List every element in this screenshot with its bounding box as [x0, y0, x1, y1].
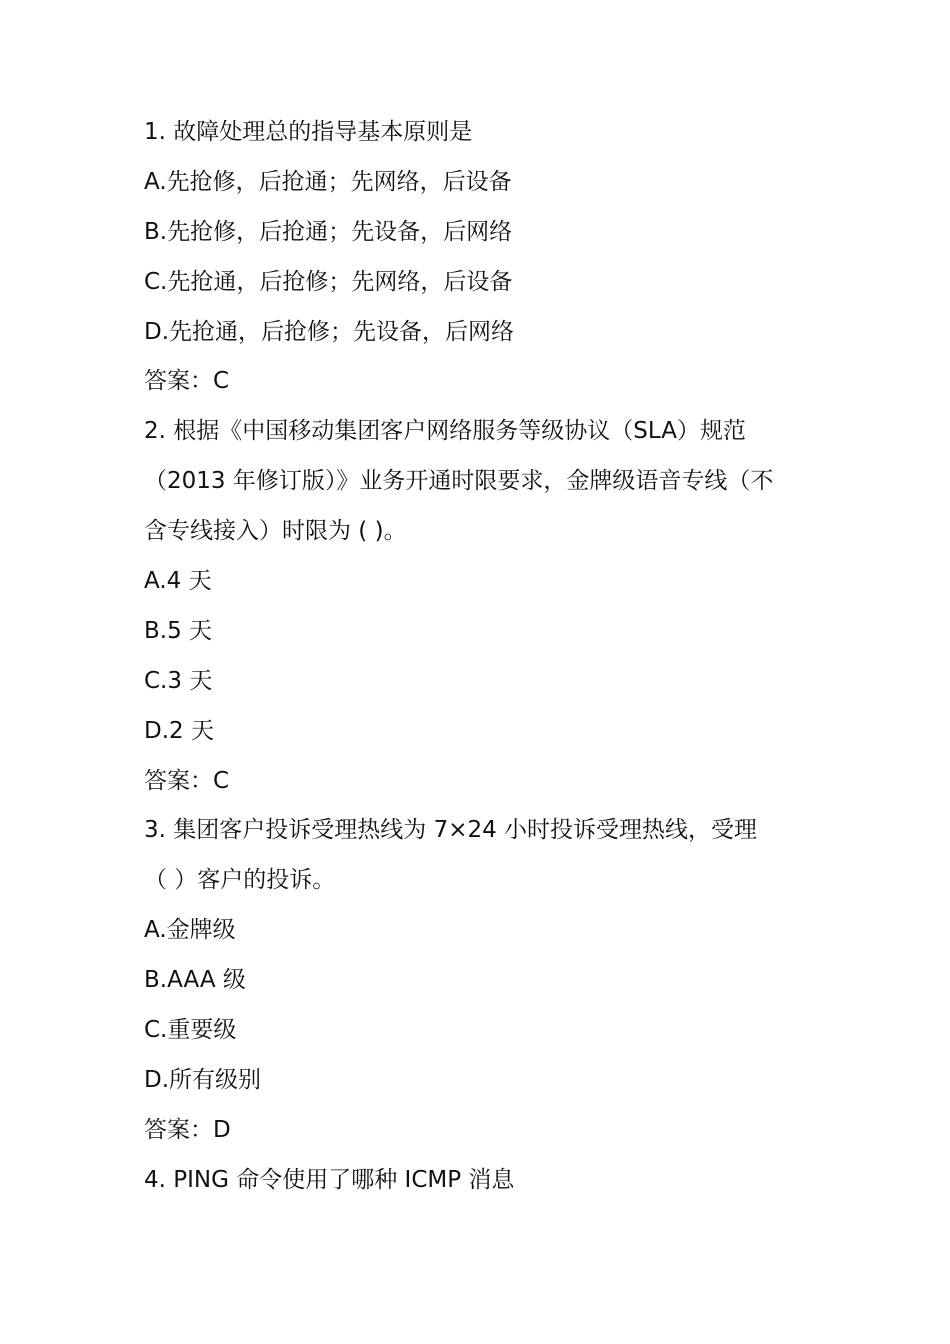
question-2-stem-line-3: 含专线接入）时限为 ( )。: [144, 518, 407, 545]
question-3-option-a: A.金牌级: [144, 917, 236, 944]
question-3: [144, 806, 814, 1155]
question-3-answer: 答案：D: [144, 1116, 231, 1143]
question-3-option-b: B.AAA 级: [144, 967, 246, 994]
question-2-option-c: C.3 天: [144, 667, 213, 694]
question-2-option-a: A.4 天: [144, 568, 212, 595]
question-3-stem-line-2: （ ）客户的投诉。: [144, 867, 336, 894]
question-1-option-b: B.先抢修，后抢通；先设备，后网络: [144, 218, 513, 245]
question-list: [144, 108, 814, 1206]
question-1-stem: 1. 故障处理总的指导基本原则是: [144, 119, 473, 145]
question-2-answer: 答案：C: [144, 767, 230, 794]
question-1-option-d: D.先抢通，后抢修；先设备，后网络: [144, 318, 515, 345]
question-3-option-c: C.重要级: [144, 1017, 237, 1044]
question-1-option-a: A.先抢修，后抢通；先网络，后设备: [144, 168, 512, 195]
question-1-answer: 答案：C: [144, 368, 230, 395]
question-1: [144, 108, 814, 407]
question-2-option-b: B.5 天: [144, 617, 213, 644]
question-3-option-d: D.所有级别: [144, 1066, 262, 1093]
question-2-stem-line-1: 2. 根据《中国移动集团客户网络服务等级协议（SLA）规范: [144, 418, 746, 445]
question-2-option-d: D.2 天: [144, 717, 214, 744]
question-1-option-c: C.先抢通，后抢修；先网络，后设备: [144, 268, 513, 295]
question-2: [144, 407, 814, 806]
question-2-stem-line-2: （2013 年修订版）》业务开通时限要求，金牌级语音专线（不: [144, 468, 774, 495]
question-4: [144, 1156, 814, 1206]
question-4-stem: 4. PING 命令使用了哪种 ICMP 消息: [144, 1166, 515, 1193]
question-3-stem-line-1: 3. 集团客户投诉受理热线为 7×24 小时投诉受理热线，受理: [144, 817, 758, 844]
